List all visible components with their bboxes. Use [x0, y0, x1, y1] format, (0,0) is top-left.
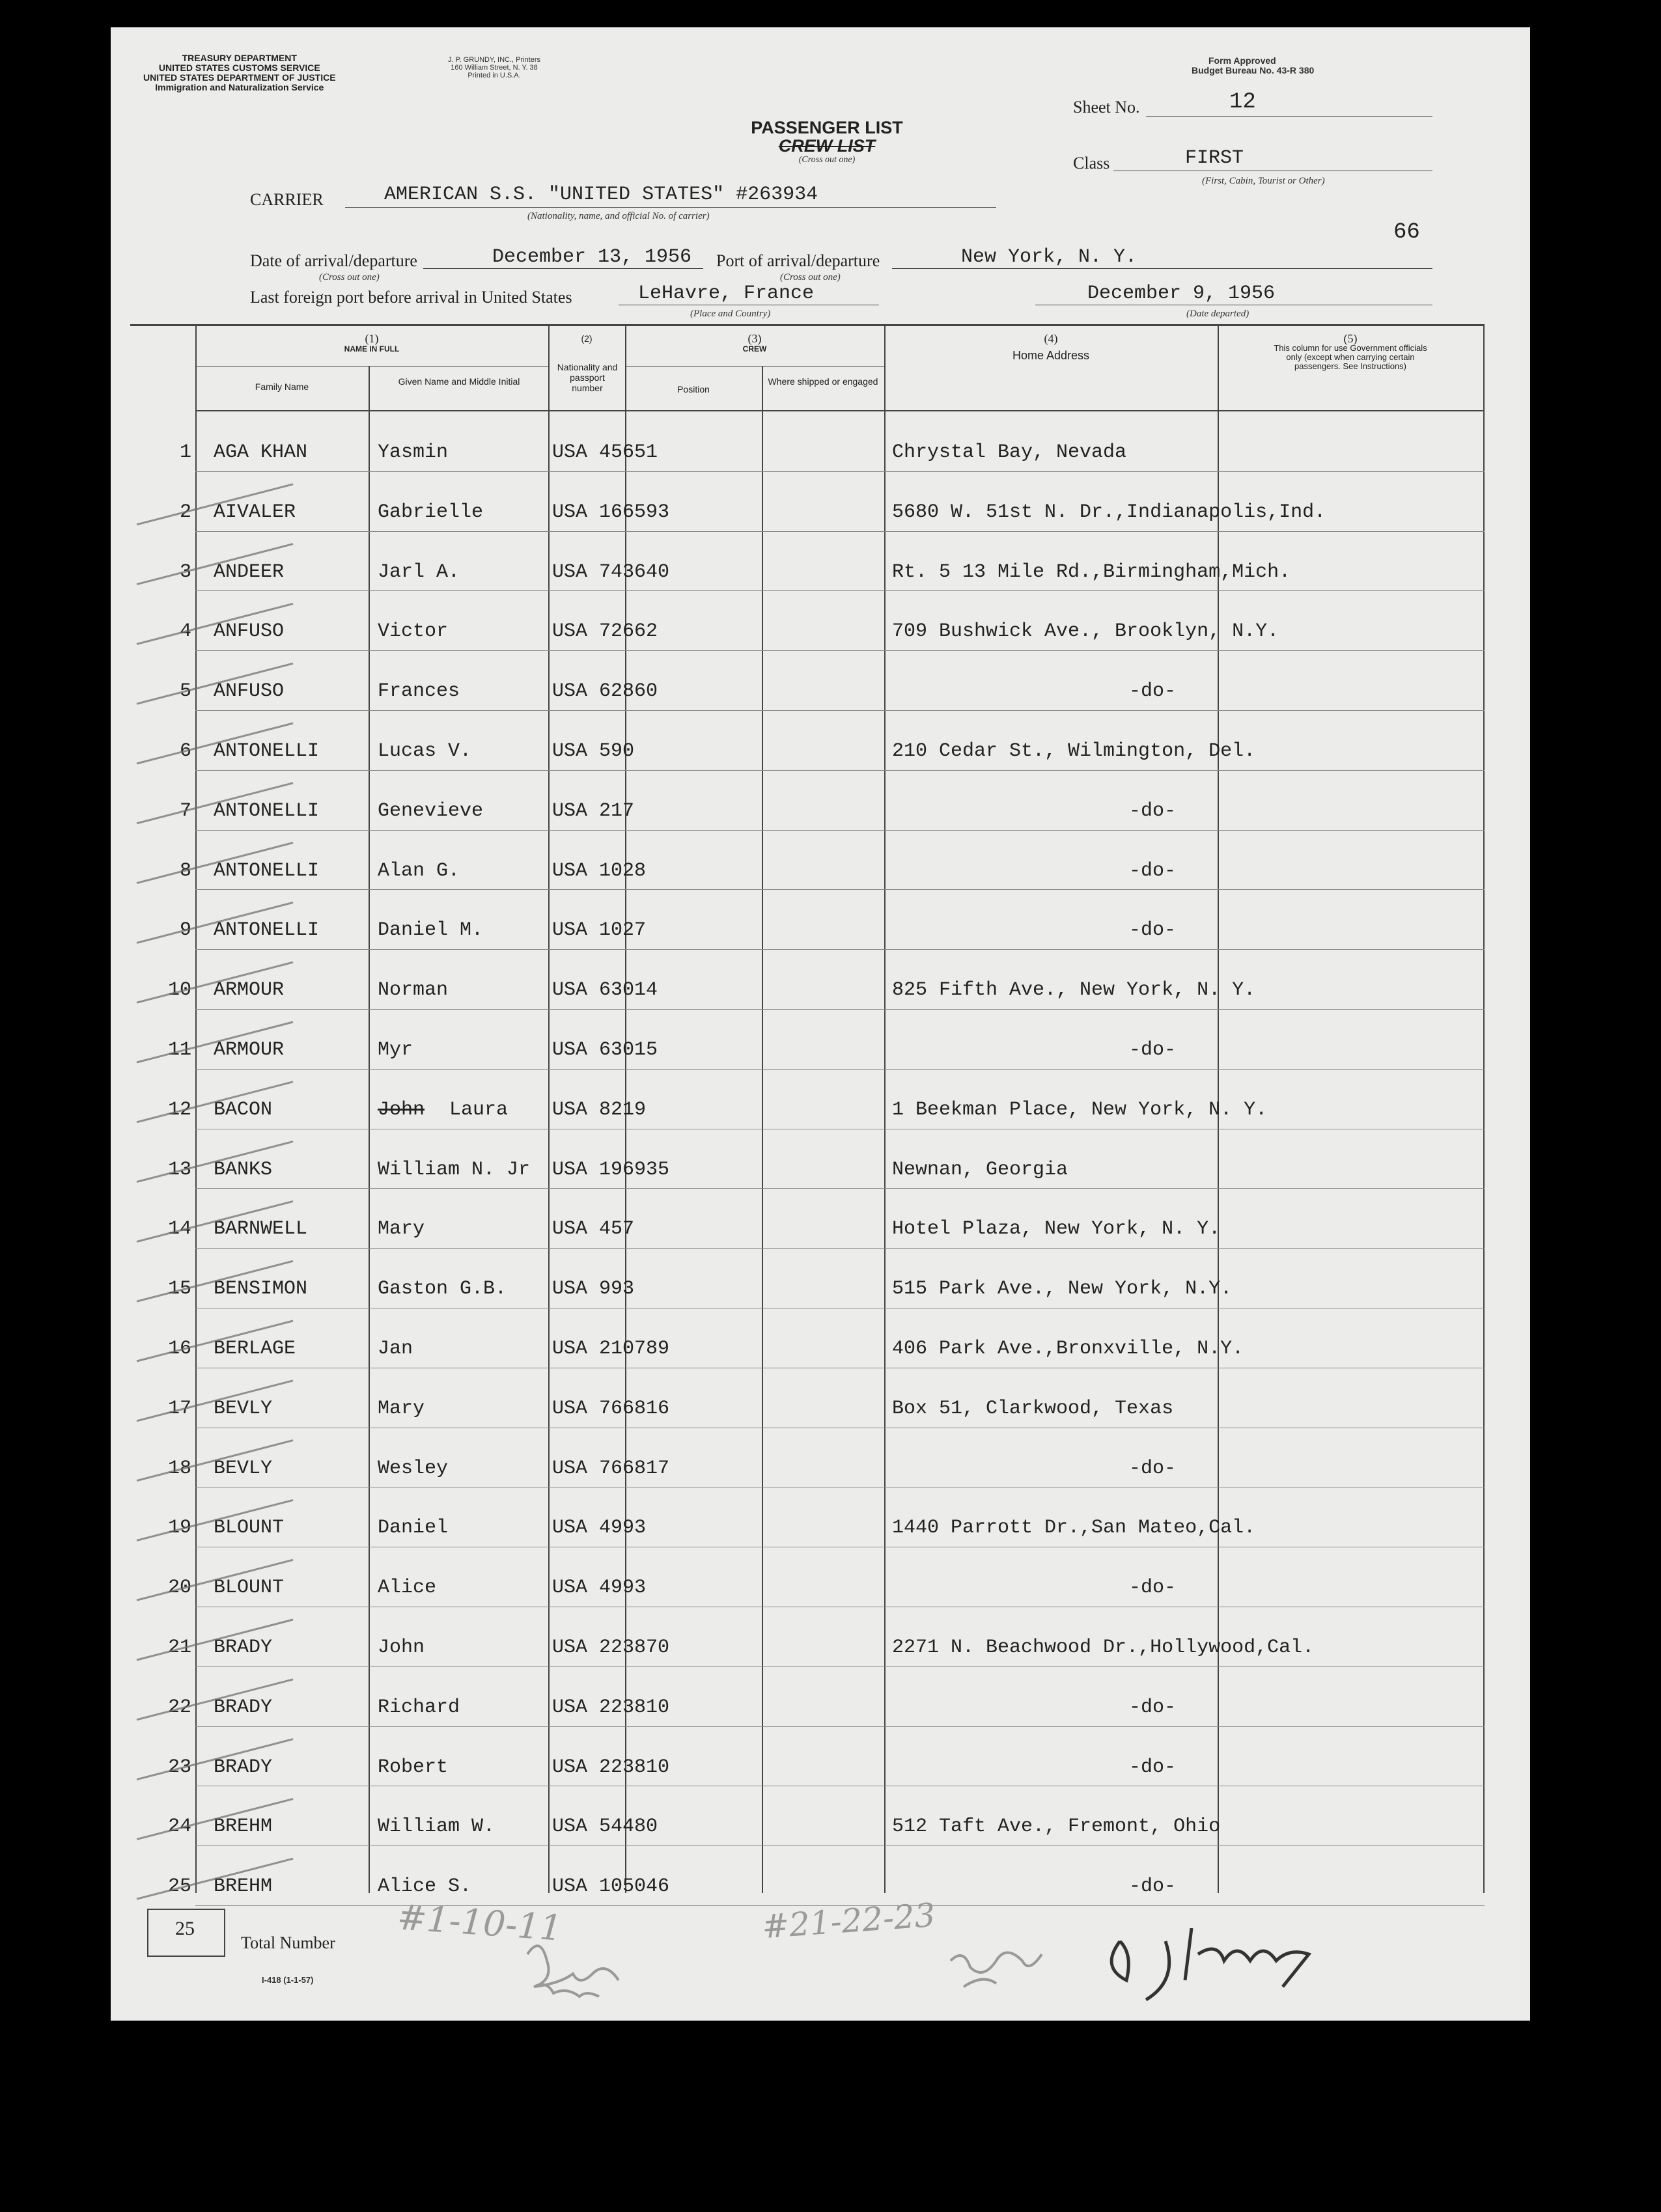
- check-stroke: [137, 484, 293, 525]
- home-address: Box 51, Clarkwood, Texas: [892, 1397, 1174, 1420]
- col-family-name: Family Name: [255, 381, 309, 392]
- given-name: Victor: [378, 620, 449, 643]
- check-stroke: [137, 723, 293, 764]
- passport-number: USA 223810: [552, 1696, 670, 1719]
- passport-number: USA 590: [552, 740, 635, 762]
- row-number: 21: [167, 1637, 191, 1659]
- check-stroke: [137, 1381, 293, 1421]
- passport-number: USA 4993: [552, 1577, 647, 1599]
- last-port-label: Last foreign port before arrival in United States: [250, 288, 572, 307]
- home-address: -do-: [1129, 1039, 1177, 1061]
- passport-number: USA 105046: [552, 1875, 670, 1898]
- class-label: Class: [1073, 154, 1110, 173]
- check-stroke: [137, 1142, 293, 1182]
- manifest-sheet: [111, 27, 1530, 2021]
- class-value: FIRST: [1185, 147, 1244, 169]
- class-note: (First, Cabin, Tourist or Other): [1202, 176, 1325, 186]
- col5-number: (5): [1343, 332, 1358, 345]
- family-name: BLOUNT: [214, 1517, 285, 1540]
- given-name: Alice: [378, 1577, 437, 1599]
- row-number: 3: [179, 560, 191, 583]
- row-number: 11: [167, 1039, 191, 1061]
- given-name-struck: John: [378, 1098, 425, 1121]
- col-where-shipped: Where shipped or engaged: [768, 376, 878, 387]
- col-given-name: Given Name and Middle Initial: [398, 376, 520, 387]
- check-stroke: [137, 1859, 293, 1899]
- given-name: Daniel M.: [378, 919, 484, 942]
- home-address: 709 Bushwick Ave., Brooklyn, N.Y.: [892, 620, 1279, 643]
- passport-number: USA 743640: [552, 560, 670, 583]
- date-departed-note: (Date departed): [1186, 309, 1249, 319]
- given-name: Jan: [378, 1338, 413, 1360]
- arrival-port: New York, N. Y.: [961, 246, 1138, 268]
- given-name: John: [378, 1637, 425, 1659]
- home-address: 515 Park Ave., New York, N.Y.: [892, 1278, 1233, 1301]
- dept-line: UNITED STATES DEPARTMENT OF JUSTICE: [143, 72, 336, 83]
- sheet-label: Sheet No.: [1073, 98, 1140, 117]
- col3-number: (3): [747, 332, 762, 345]
- home-address: 1 Beekman Place, New York, N. Y.: [892, 1098, 1268, 1121]
- date-departed: December 9, 1956: [1087, 283, 1276, 305]
- check-stroke: [137, 1321, 293, 1361]
- col2-title: Nationality and passport number: [557, 362, 618, 393]
- family-name: BREHM: [214, 1875, 273, 1898]
- check-stroke: [137, 1441, 293, 1481]
- row-number: 20: [167, 1577, 191, 1599]
- col3-title: CREW: [742, 344, 767, 353]
- check-stroke: [137, 1500, 293, 1540]
- check-stroke: [137, 603, 293, 644]
- budget-bureau: Budget Bureau No. 43-R 380: [1192, 65, 1315, 76]
- given-name: Yasmin: [378, 441, 449, 463]
- home-address: Hotel Plaza, New York, N. Y.: [892, 1218, 1221, 1241]
- family-name: ANTONELLI: [214, 740, 320, 762]
- family-name: BEVLY: [214, 1457, 273, 1480]
- home-address: 406 Park Ave.,Bronxville, N.Y.: [892, 1338, 1244, 1360]
- last-port-note: (Place and Country): [690, 309, 771, 319]
- given-name: Richard: [378, 1696, 460, 1719]
- family-name: BACON: [214, 1098, 273, 1121]
- check-stroke: [137, 1799, 293, 1839]
- row-number: 8: [179, 859, 191, 882]
- handwritten-note-1: #1-10-11: [396, 1896, 564, 1949]
- col4-number: (4): [1044, 332, 1058, 345]
- family-name: ANDEER: [214, 560, 285, 583]
- home-address: Chrystal Bay, Nevada: [892, 441, 1127, 463]
- family-name: ANTONELLI: [214, 799, 320, 822]
- family-name: BLOUNT: [214, 1577, 285, 1599]
- row-number: 7: [179, 799, 191, 822]
- handwritten-note-2: #21-22-23: [761, 1896, 937, 1946]
- home-address: -do-: [1129, 859, 1177, 882]
- arrival-date: December 13, 1956: [492, 246, 692, 268]
- family-name: BARNWELL: [214, 1218, 308, 1241]
- check-stroke: [137, 1620, 293, 1660]
- passport-number: USA 63014: [552, 979, 658, 1002]
- home-address: Newnan, Georgia: [892, 1158, 1068, 1181]
- check-stroke: [137, 1739, 293, 1780]
- given-name: Wesley: [378, 1457, 449, 1480]
- family-name: ANTONELLI: [214, 919, 320, 942]
- given-name: Genevieve: [378, 799, 484, 822]
- family-name: ARMOUR: [214, 1039, 285, 1061]
- col-position: Position: [677, 384, 710, 394]
- passport-number: USA 62860: [552, 680, 658, 703]
- passport-number: USA 223810: [552, 1756, 670, 1778]
- check-stroke: [137, 1680, 293, 1720]
- carrier-note: (Nationality, name, and official No. of carrier): [527, 211, 710, 221]
- row-number: 10: [167, 979, 191, 1002]
- home-address: -do-: [1129, 1696, 1177, 1719]
- row-number: 6: [179, 740, 191, 762]
- given-name: Jarl A.: [378, 560, 460, 583]
- date-label: Date of arrival/departure: [250, 251, 417, 270]
- family-name: BANKS: [214, 1158, 273, 1181]
- home-address: 2271 N. Beachwood Dr.,Hollywood,Cal.: [892, 1637, 1315, 1659]
- carrier-label: CARRIER: [250, 190, 324, 209]
- home-address: -do-: [1129, 1756, 1177, 1778]
- given-name: Robert: [378, 1756, 449, 1778]
- check-stroke: [137, 843, 293, 883]
- row-number: 23: [167, 1756, 191, 1778]
- passport-number: USA 54480: [552, 1816, 658, 1838]
- passport-number: USA 217: [552, 799, 635, 822]
- home-address: 512 Taft Ave., Fremont, Ohio: [892, 1816, 1221, 1838]
- total-value: 25: [175, 1918, 195, 1939]
- family-name: BRADY: [214, 1696, 273, 1719]
- given-name: Alice S.: [378, 1875, 472, 1898]
- family-name: ANFUSO: [214, 620, 285, 643]
- row-number: 1: [179, 441, 191, 463]
- form-code: I-418 (1-1-57): [262, 1975, 314, 1985]
- passport-number: USA 766816: [552, 1397, 670, 1420]
- family-name: BREHM: [214, 1816, 273, 1838]
- check-stroke: [137, 962, 293, 1002]
- home-address: 1440 Parrott Dr.,San Mateo,Cal.: [892, 1517, 1256, 1540]
- row-number: 17: [167, 1397, 191, 1420]
- home-address: -do-: [1129, 1457, 1177, 1480]
- passport-number: USA 196935: [552, 1158, 670, 1181]
- given-name: Daniel: [378, 1517, 449, 1540]
- passport-number: USA 72662: [552, 620, 658, 643]
- row-number: 9: [179, 919, 191, 942]
- printer-line: 160 William Street, N. Y. 38: [451, 64, 538, 72]
- given-name: Laura: [449, 1098, 509, 1121]
- check-stroke: [137, 902, 293, 943]
- family-name: BERLAGE: [214, 1338, 296, 1360]
- given-name: Norman: [378, 979, 449, 1002]
- row-number: 18: [167, 1457, 191, 1480]
- printer-line: J. P. GRUNDY, INC., Printers: [448, 56, 541, 64]
- col2-number: (2): [581, 333, 593, 344]
- row-number: 4: [179, 620, 191, 643]
- dept-line: TREASURY DEPARTMENT: [182, 53, 297, 63]
- passport-number: USA 63015: [552, 1039, 658, 1061]
- family-name: AIVALER: [214, 501, 296, 523]
- given-name: Gabrielle: [378, 501, 484, 523]
- col1-number: (1): [365, 332, 379, 345]
- passport-number: USA 1027: [552, 919, 647, 942]
- form-approved-label: Form Approved: [1208, 55, 1276, 66]
- passport-number: USA 457: [552, 1218, 635, 1241]
- given-name: Mary: [378, 1397, 425, 1420]
- family-name: BENSIMON: [214, 1278, 308, 1301]
- row-number: 15: [167, 1278, 191, 1301]
- check-stroke: [137, 1261, 293, 1301]
- check-stroke: [137, 1022, 293, 1062]
- family-name: BEVLY: [214, 1397, 273, 1420]
- given-name: Mary: [378, 1218, 425, 1241]
- given-name: Alan G.: [378, 859, 460, 882]
- home-address: -do-: [1129, 680, 1177, 703]
- check-stroke: [137, 1560, 293, 1600]
- check-stroke: [137, 544, 293, 585]
- home-address: -do-: [1129, 1875, 1177, 1898]
- check-stroke: [137, 1082, 293, 1122]
- printer-line: Printed in U.S.A.: [468, 72, 521, 79]
- row-number: 2: [179, 501, 191, 523]
- title-passenger: PASSENGER LIST: [751, 118, 903, 137]
- row-number: 12: [167, 1098, 191, 1121]
- home-address: -do-: [1129, 1577, 1177, 1599]
- passport-number: USA 8219: [552, 1098, 647, 1121]
- row-number: 19: [167, 1517, 191, 1540]
- total-label: Total Number: [241, 1933, 335, 1952]
- family-name: ANFUSO: [214, 680, 285, 703]
- page-mark: 66: [1393, 220, 1420, 245]
- row-number: 16: [167, 1338, 191, 1360]
- passport-number: USA 223870: [552, 1637, 670, 1659]
- given-name: Myr: [378, 1039, 413, 1061]
- passport-number: USA 45651: [552, 441, 658, 463]
- passport-number: USA 766817: [552, 1457, 670, 1480]
- col4-title: Home Address: [1012, 349, 1090, 362]
- family-name: ANTONELLI: [214, 859, 320, 882]
- check-marks: [111, 27, 1530, 2021]
- title-crew: CREW LIST: [778, 136, 876, 156]
- dept-line: Immigration and Naturalization Service: [155, 82, 324, 92]
- check-stroke: [137, 663, 293, 704]
- home-address: -do-: [1129, 799, 1177, 822]
- check-stroke: [137, 1201, 293, 1241]
- passport-number: USA 4993: [552, 1517, 647, 1540]
- row-number: 13: [167, 1158, 191, 1181]
- home-address: 210 Cedar St., Wilmington, Del.: [892, 740, 1256, 762]
- carrier-value: AMERICAN S.S. "UNITED STATES" #263934: [384, 184, 818, 206]
- passport-number: USA 1028: [552, 859, 647, 882]
- row-number: 14: [167, 1218, 191, 1241]
- row-number: 22: [167, 1696, 191, 1719]
- last-port-value: LeHavre, France: [638, 283, 815, 305]
- row-number: 5: [179, 680, 191, 703]
- home-address: 825 Fifth Ave., New York, N. Y.: [892, 979, 1256, 1002]
- sheet-number: 12: [1229, 90, 1256, 115]
- home-address: -do-: [1129, 919, 1177, 942]
- row-number: 24: [167, 1816, 191, 1838]
- port-label: Port of arrival/departure: [716, 251, 880, 270]
- given-name: William N. Jr: [378, 1158, 531, 1181]
- given-name: Gaston G.B.: [378, 1278, 507, 1301]
- col5-title: This column for use Government officials only (except when carrying certain passengers. See Instructions): [1274, 343, 1427, 371]
- col1-title: NAME IN FULL: [344, 344, 400, 353]
- given-name: Frances: [378, 680, 460, 703]
- family-name: AGA KHAN: [214, 441, 308, 463]
- dept-line: UNITED STATES CUSTOMS SERVICE: [158, 62, 320, 73]
- title-note: (Cross out one): [798, 155, 856, 165]
- passport-number: USA 166593: [552, 501, 670, 523]
- date-note: (Cross out one): [319, 272, 380, 283]
- given-name: Lucas V.: [378, 740, 472, 762]
- given-name: William W.: [378, 1816, 496, 1838]
- family-name: BRADY: [214, 1637, 273, 1659]
- check-stroke: [137, 783, 293, 823]
- passport-number: USA 993: [552, 1278, 635, 1301]
- passport-number: USA 210789: [552, 1338, 670, 1360]
- handwritten-scribbles: [501, 1928, 1478, 2019]
- family-name: ARMOUR: [214, 979, 285, 1002]
- row-number: 25: [167, 1875, 191, 1898]
- family-name: BRADY: [214, 1756, 273, 1778]
- home-address: 5680 W. 51st N. Dr.,Indianapolis,Ind.: [892, 501, 1326, 523]
- home-address: Rt. 5 13 Mile Rd.,Birmingham,Mich.: [892, 560, 1291, 583]
- port-note: (Cross out one): [780, 272, 841, 283]
